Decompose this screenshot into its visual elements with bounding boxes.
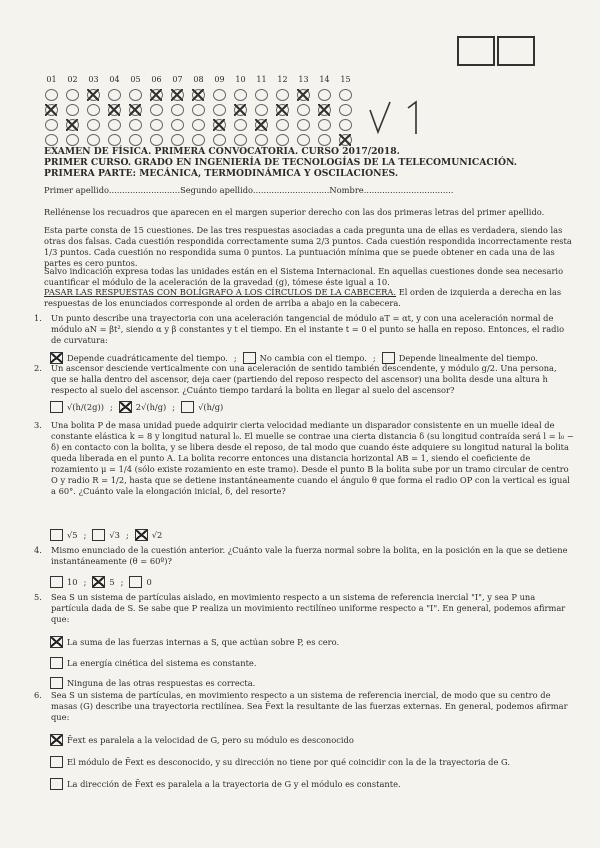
grid-cell bbox=[335, 104, 356, 116]
grid-cell bbox=[209, 134, 230, 146]
answer-option[interactable] bbox=[50, 529, 78, 541]
answer-bubble[interactable] bbox=[234, 119, 247, 131]
answer-bubble[interactable] bbox=[45, 134, 58, 146]
grid-cell bbox=[62, 119, 83, 131]
grid-number: 02 bbox=[67, 75, 78, 84]
instruction-4-emphasis: PASAR LAS RESPUESTAS CON BOLÍGRAFO A LOS CÍRCULOS DE LA CABECERA. bbox=[44, 287, 397, 297]
answer-bubble[interactable] bbox=[318, 119, 331, 131]
answer-bubble[interactable] bbox=[66, 119, 79, 131]
question-number: 1. bbox=[34, 313, 42, 323]
grid-cell bbox=[41, 104, 62, 116]
grid-cell bbox=[125, 119, 146, 131]
grid-number: 04 bbox=[109, 75, 120, 84]
question-3 bbox=[34, 420, 574, 497]
grid-cell bbox=[83, 119, 104, 131]
question-text: Sea S un sistema de partículas aislado, en movimiento respecto a un sistema de referencia inercial "I", y sea P una partícula dada de S. Se sabe que P realiza un movimiento rectilíneo uniforme respecto a "I". En general, podemos afirmar que: bbox=[51, 592, 566, 624]
answer-bubble[interactable] bbox=[339, 119, 352, 131]
answer-label: Depende cuadráticamente del tiempo. bbox=[67, 353, 228, 363]
answer-option[interactable] bbox=[92, 576, 114, 588]
grid-cell bbox=[167, 134, 188, 146]
answer-grid bbox=[41, 72, 356, 147]
grid-cell bbox=[125, 104, 146, 116]
exam-header bbox=[44, 146, 574, 195]
grid-cell bbox=[251, 134, 272, 146]
answer-bubble[interactable] bbox=[192, 134, 205, 146]
answer-bubble[interactable] bbox=[234, 104, 247, 116]
answer-bubble[interactable] bbox=[192, 104, 205, 116]
answer-label: La suma de las fuerzas internas a S, que actúan sobre P, es cero. bbox=[67, 637, 340, 647]
grid-number: 05 bbox=[130, 75, 141, 84]
answer-option[interactable] bbox=[92, 529, 120, 541]
answer-option[interactable] bbox=[119, 401, 167, 413]
answer-bubble[interactable] bbox=[150, 134, 163, 146]
answer-bubble[interactable] bbox=[192, 89, 205, 101]
answer-checkbox[interactable] bbox=[50, 401, 63, 413]
answer-label: √5 bbox=[67, 530, 78, 540]
separator: ; bbox=[120, 577, 124, 587]
grid-number: 06 bbox=[151, 75, 162, 84]
answer-checkbox[interactable] bbox=[129, 576, 142, 588]
answer-label: √(h/(2g)) bbox=[67, 402, 104, 412]
answer-bubble[interactable] bbox=[255, 134, 268, 146]
surname-initials-boxes[interactable] bbox=[457, 36, 535, 66]
grid-cell bbox=[146, 104, 167, 116]
answer-bubble[interactable] bbox=[171, 104, 184, 116]
question-5 bbox=[34, 592, 574, 625]
grid-cell bbox=[146, 134, 167, 146]
answer-label: √(h/g) bbox=[198, 402, 224, 412]
answer-bubble[interactable] bbox=[318, 104, 331, 116]
initial-box-2[interactable] bbox=[497, 36, 535, 66]
answer-checkbox[interactable] bbox=[181, 401, 194, 413]
answer-checkbox[interactable] bbox=[50, 636, 63, 648]
answer-option[interactable] bbox=[50, 576, 78, 588]
question-number: 4. bbox=[34, 545, 42, 555]
answer-bubble[interactable] bbox=[66, 134, 79, 146]
grid-cell bbox=[272, 89, 293, 101]
grid-cell bbox=[314, 119, 335, 131]
grid-number: 15 bbox=[340, 75, 351, 84]
question-number: 2. bbox=[34, 363, 42, 373]
grid-cell bbox=[251, 89, 272, 101]
answer-bubble[interactable] bbox=[213, 134, 226, 146]
grid-cell bbox=[272, 119, 293, 131]
grid-cell bbox=[167, 104, 188, 116]
answer-bubble[interactable] bbox=[45, 119, 58, 131]
grid-cell bbox=[104, 119, 125, 131]
grid-number: 09 bbox=[214, 75, 225, 84]
separator: ; bbox=[109, 402, 113, 412]
grid-cell bbox=[251, 119, 272, 131]
answer-bubble[interactable] bbox=[129, 104, 142, 116]
answer-bubble[interactable] bbox=[129, 134, 142, 146]
grid-number: 14 bbox=[319, 75, 330, 84]
grid-cell bbox=[293, 119, 314, 131]
answer-bubble[interactable] bbox=[276, 89, 289, 101]
grid-cell bbox=[230, 89, 251, 101]
grid-cell bbox=[230, 119, 251, 131]
answer-bubble[interactable] bbox=[150, 119, 163, 131]
answer-bubble[interactable] bbox=[108, 119, 121, 131]
grid-cell bbox=[62, 134, 83, 146]
grid-cell bbox=[272, 134, 293, 146]
answer-option[interactable] bbox=[50, 756, 510, 768]
answer-bubble[interactable] bbox=[255, 119, 268, 131]
grid-number: 08 bbox=[193, 75, 204, 84]
grid-row bbox=[41, 102, 356, 117]
grid-cell bbox=[209, 89, 230, 101]
answer-bubble[interactable] bbox=[171, 134, 184, 146]
answer-label: El módulo de F̄ext es desconocido, y su dirección no tiene por qué coincidir con la de la trayectoria de G. bbox=[67, 757, 510, 767]
answer-bubble[interactable] bbox=[171, 119, 184, 131]
exam-part: PRIMERA PARTE: MECÁNICA, TERMODINÁMICA Y OSCILACIONES. bbox=[44, 168, 399, 179]
answer-option[interactable] bbox=[50, 636, 339, 648]
answer-bubble[interactable] bbox=[87, 119, 100, 131]
answer-bubble[interactable] bbox=[276, 134, 289, 146]
answer-bubble[interactable] bbox=[129, 89, 142, 101]
separator: ; bbox=[172, 402, 176, 412]
answer-label: La dirección de F̄ext es paralela a la trayectoria de G y el módulo es constante. bbox=[67, 779, 401, 789]
grid-number: 03 bbox=[88, 75, 99, 84]
answer-checkbox[interactable] bbox=[50, 756, 63, 768]
answer-bubble[interactable] bbox=[150, 104, 163, 116]
grid-row bbox=[41, 132, 356, 147]
answer-checkbox[interactable] bbox=[50, 734, 63, 746]
grid-cell bbox=[209, 104, 230, 116]
grid-cell bbox=[62, 104, 83, 116]
answer-bubble[interactable] bbox=[66, 104, 79, 116]
grid-cell bbox=[314, 89, 335, 101]
answer-bubble[interactable] bbox=[297, 89, 310, 101]
answer-bubble[interactable] bbox=[108, 89, 121, 101]
answer-checkbox[interactable] bbox=[50, 576, 63, 588]
answer-bubble[interactable] bbox=[234, 89, 247, 101]
answer-label: Depende linealmente del tiempo. bbox=[398, 353, 538, 363]
answer-label: 5 bbox=[109, 577, 115, 587]
grid-cell bbox=[125, 89, 146, 101]
answer-label: √2 bbox=[151, 530, 163, 540]
answer-label: 0 bbox=[146, 577, 152, 587]
answer-bubble[interactable] bbox=[297, 104, 310, 116]
question-text: Un ascensor desciende verticalmente con una aceleración de sentido también descendente, y módulo g/2. Una persona, que se halla dentro del ascensor, deja caer (partiendo del reposo respecto del ascensor) una bolita desde una altura h respecto al suelo del ascensor. ¿Cuánto tiempo tardará la bolita en llegar al suelo del ascensor? bbox=[51, 363, 557, 395]
grid-cell bbox=[293, 134, 314, 146]
answer-bubble[interactable] bbox=[297, 134, 310, 146]
question-number: 5. bbox=[34, 592, 42, 602]
answer-option[interactable] bbox=[50, 657, 256, 669]
answer-bubble[interactable] bbox=[339, 89, 352, 101]
answer-bubble[interactable] bbox=[318, 134, 331, 146]
question-text: Sea S un sistema de partículas, en movimiento respecto a un sistema de referencia inercial, de modo que su centro de masas (G) describe una trayectoria rectilínea. Sea F̄ext la resultante de las fuerzas externas. En general, podemos afirmar que: bbox=[51, 690, 568, 722]
answer-bubble[interactable] bbox=[87, 104, 100, 116]
answer-bubble[interactable] bbox=[297, 119, 310, 131]
grid-cell bbox=[230, 134, 251, 146]
answer-bubble[interactable] bbox=[213, 119, 226, 131]
answer-bubble[interactable] bbox=[66, 89, 79, 101]
grid-cell bbox=[230, 104, 251, 116]
answer-bubble[interactable] bbox=[108, 104, 121, 116]
grid-cell bbox=[335, 119, 356, 131]
grid-cell bbox=[41, 134, 62, 146]
answer-option[interactable] bbox=[181, 401, 223, 413]
answer-bubble[interactable] bbox=[318, 89, 331, 101]
grid-cell bbox=[167, 89, 188, 101]
options-row bbox=[50, 529, 162, 541]
grid-cell bbox=[104, 104, 125, 116]
answer-checkbox[interactable] bbox=[119, 401, 132, 413]
answer-checkbox[interactable] bbox=[92, 529, 105, 541]
grid-cell bbox=[83, 104, 104, 116]
question-4 bbox=[34, 545, 574, 567]
answer-bubble[interactable] bbox=[129, 119, 142, 131]
grid-cell bbox=[188, 89, 209, 101]
grid-cell bbox=[335, 89, 356, 101]
grid-cell bbox=[314, 134, 335, 146]
answer-label: √3 bbox=[109, 530, 120, 540]
answer-label: 10 bbox=[67, 577, 78, 587]
question-text: Una bolita P de masa unidad puede adquirir cierta velocidad mediante un disparador consistente en un muelle ideal de constante elástica k = 8 y longitud natural l₀. El muelle se contrae una cierta distancia δ (su longitud contraída será l = l₀ − δ) en contacto con la bolita, y se libera desde el reposo, de tal modo que cuando éste adquiere su longitud natural la bolita queda liberada en el punto A. La bolita recorre entonces una distancia horizontal AB = 1, siendo el coeficiente de rozamiento μ = 1/4 (sólo existe rozamiento en este tramo). Desde el punto B la bolita sube por un tramo circular de centro O y radio R = 1/2, hasta que se detiene instantáneamente cuando el ángulo θ que forma el radio OP con la vertical es igual a 60°. ¿Cuánto vale la elongación inicial, δ, del resorte? bbox=[51, 420, 574, 496]
answer-bubble[interactable] bbox=[234, 134, 247, 146]
exam-title: EXAMEN DE FÍSICA. PRIMERA CONVOCATORIA. CURSO 2017/2018. bbox=[44, 146, 400, 157]
question-number: 6. bbox=[34, 690, 42, 700]
answer-bubble[interactable] bbox=[213, 89, 226, 101]
question-6 bbox=[34, 690, 574, 723]
instruction-3: Salvo indicación expresa todas las unidades están en el Sistema Internacional. En aquellas cuestiones donde sea necesario cuantificar el módulo de la aceleración de la gravedad (g), tómese éste igual a 10. bbox=[44, 266, 564, 287]
answer-option[interactable] bbox=[50, 734, 354, 746]
grid-row bbox=[41, 117, 356, 132]
answer-bubble[interactable] bbox=[339, 104, 352, 116]
answer-bubble[interactable] bbox=[171, 89, 184, 101]
grid-cell bbox=[188, 104, 209, 116]
question-1 bbox=[34, 313, 574, 346]
handwritten-mark bbox=[368, 98, 432, 138]
exam-course: PRIMER CURSO. GRADO EN INGENIERÍA DE TECNOLOGÍAS DE LA TELECOMUNICACIÓN. bbox=[44, 157, 517, 168]
answer-option[interactable] bbox=[50, 778, 401, 790]
grid-number: 13 bbox=[298, 75, 309, 84]
answer-bubble[interactable] bbox=[192, 119, 205, 131]
grid-cell bbox=[251, 104, 272, 116]
grid-cell bbox=[146, 119, 167, 131]
answer-checkbox[interactable] bbox=[92, 576, 105, 588]
names-line: Primer apellido...........................Segundo apellido.............................Nombre.................................. bbox=[44, 185, 454, 195]
grid-cell bbox=[293, 104, 314, 116]
answer-bubble[interactable] bbox=[213, 104, 226, 116]
grid-cell bbox=[146, 89, 167, 101]
separator: ; bbox=[83, 530, 87, 540]
instruction-2: Esta parte consta de 15 cuestiones. De las tres respuestas asociadas a cada pregunta una de ellas es verdadera, siendo las otras dos falsas. Cada cuestión respondida correctamente suma 2/3 puntos. Cada cuestión respondida incorrectamente resta 1/3 puntos. Cada cuestión no respondida suma 0 puntos. La puntuación mínima que se puede obtener en cada una de las partes es cero puntos. bbox=[44, 225, 572, 268]
answer-label: 2√(h/g) bbox=[135, 402, 167, 412]
separator: ; bbox=[372, 353, 376, 363]
answer-label: No cambia con el tiempo. bbox=[259, 353, 367, 363]
question-2 bbox=[34, 363, 574, 396]
grid-number: 12 bbox=[277, 75, 288, 84]
answer-bubble[interactable] bbox=[255, 104, 268, 116]
answer-checkbox[interactable] bbox=[50, 677, 63, 689]
instruction-1: Rellénense los recuadros que aparecen en el margen superior derecho con las dos primeras letras del primer apellido. bbox=[44, 207, 545, 217]
answer-bubble[interactable] bbox=[87, 89, 100, 101]
separator: ; bbox=[83, 577, 87, 587]
answer-bubble[interactable] bbox=[276, 104, 289, 116]
question-number: 3. bbox=[34, 420, 42, 430]
answer-bubble[interactable] bbox=[87, 134, 100, 146]
answer-bubble[interactable] bbox=[108, 134, 121, 146]
answer-checkbox[interactable] bbox=[50, 529, 63, 541]
answer-option[interactable] bbox=[129, 576, 151, 588]
grid-cell bbox=[125, 134, 146, 146]
grid-row bbox=[41, 87, 356, 102]
answer-bubble[interactable] bbox=[255, 89, 268, 101]
answer-label: La energía cinética del sistema es constante. bbox=[67, 658, 257, 668]
grid-cell bbox=[41, 119, 62, 131]
grid-cell bbox=[62, 89, 83, 101]
grid-number: 07 bbox=[172, 75, 183, 84]
answer-checkbox[interactable] bbox=[135, 529, 148, 541]
grid-numbers bbox=[41, 72, 356, 87]
separator: ; bbox=[233, 353, 237, 363]
options-row bbox=[50, 401, 223, 413]
grid-cell bbox=[188, 119, 209, 131]
grid-cell bbox=[167, 119, 188, 131]
instruction-4 bbox=[44, 287, 574, 309]
answer-option[interactable] bbox=[50, 677, 255, 689]
grid-cell bbox=[83, 134, 104, 146]
answer-option[interactable] bbox=[50, 401, 104, 413]
grid-cell bbox=[83, 89, 104, 101]
answer-bubble[interactable] bbox=[339, 134, 352, 146]
grid-cell bbox=[293, 89, 314, 101]
grid-cell bbox=[104, 89, 125, 101]
separator: ; bbox=[125, 530, 129, 540]
answer-bubble[interactable] bbox=[45, 89, 58, 101]
options-row bbox=[50, 576, 152, 588]
initial-box-1[interactable] bbox=[457, 36, 495, 66]
grid-cell bbox=[272, 104, 293, 116]
grid-cell bbox=[314, 104, 335, 116]
grid-number: 11 bbox=[256, 75, 267, 84]
grid-cell bbox=[335, 134, 356, 146]
question-text: Mismo enunciado de la cuestión anterior. ¿Cuánto vale la fuerza normal sobre la bolita, en la posición en la que se detiene instantáneamente (θ = 60º)? bbox=[51, 545, 568, 566]
answer-checkbox[interactable] bbox=[50, 778, 63, 790]
grid-cell bbox=[104, 134, 125, 146]
grid-cell bbox=[209, 119, 230, 131]
answer-label: F̄ext es paralela a la velocidad de G, pero su módulo es desconocido bbox=[67, 735, 354, 745]
grid-cell bbox=[188, 134, 209, 146]
grid-cell bbox=[41, 89, 62, 101]
answer-bubble[interactable] bbox=[276, 119, 289, 131]
answer-label: Ninguna de las otras respuestas es correcta. bbox=[67, 678, 256, 688]
answer-bubble[interactable] bbox=[150, 89, 163, 101]
answer-bubble[interactable] bbox=[45, 104, 58, 116]
answer-option[interactable] bbox=[135, 529, 163, 541]
grid-number: 01 bbox=[46, 75, 57, 84]
grid-number: 10 bbox=[235, 75, 246, 84]
instruction-4-rest: El orden de izquierda a derecha en las respuestas de los enunciados corresponde al orden de arriba a abajo en la cabecera. bbox=[44, 287, 562, 308]
answer-checkbox[interactable] bbox=[50, 657, 63, 669]
question-text: Un punto describe una trayectoria con una aceleración tangencial de módulo aT = αt, y con una aceleración normal de módulo aN = βt², siendo α y β constantes y t el tiempo. En el instante t = 0 el punto se halla en reposo. Entonces, el radio de curvatura: bbox=[51, 313, 565, 345]
